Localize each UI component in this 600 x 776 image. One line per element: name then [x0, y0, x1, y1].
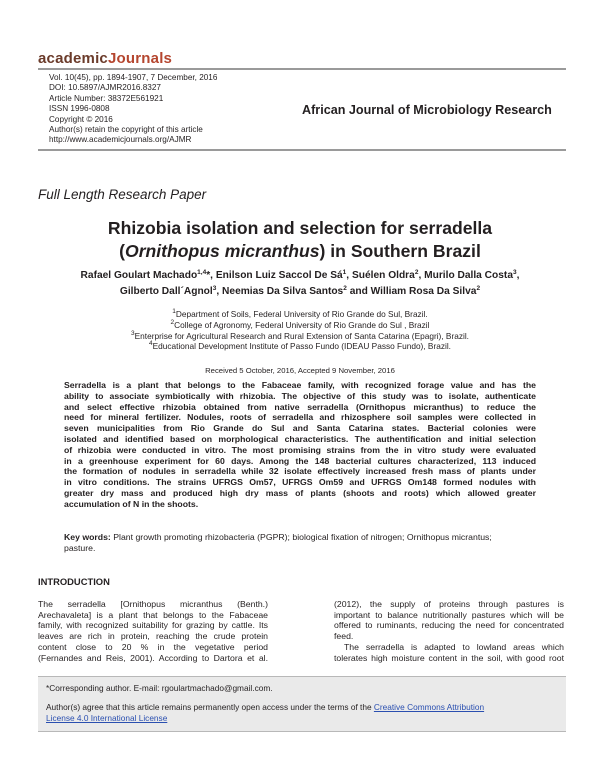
logo-part-journals: Journals: [107, 50, 173, 67]
author-name: Neemias Da Silva Santos: [222, 286, 344, 297]
title-paren-open: (: [119, 241, 126, 261]
body-line: important to balance nutritionally pastures which will be: [334, 609, 564, 620]
abstract-line: seven municipalities from Rio Grande do Sul and Santa Catarina states. Bacterial colonies were: [64, 423, 536, 434]
body-line: content close to 20 % in the vegetative period: [38, 641, 268, 652]
author-name: Murilo Dalla Costa: [424, 270, 513, 281]
paper-title-line2: [0, 241, 600, 262]
abstract-line: the formation of nodules in serradella while 32 isolate effectively increased fresh mass of plants under: [64, 466, 536, 477]
meta-url[interactable]: http://www.academicjournals.org/AJMR: [49, 135, 192, 145]
license-notice: [46, 702, 558, 724]
affiliation-sup: 1: [172, 308, 176, 315]
abstract-line: in vitro conditions. The strains UFRGS Om57, UFRGS Om59 and UFRGS Om148 formed nodules with: [64, 477, 536, 488]
received-accepted-dates: Received 5 October, 2016, Accepted 9 November, 2016: [205, 366, 395, 375]
author-sup: 1: [342, 269, 347, 276]
author-name: Rafael Goulart Machado: [80, 270, 198, 281]
logo-part-academic: academic: [38, 50, 108, 67]
author-sep: ,: [418, 270, 425, 281]
journal-name: African Journal of Microbiology Research: [302, 103, 552, 117]
header-bottom-rule: [38, 149, 566, 151]
footnote-box: [38, 676, 566, 732]
publisher-logo: [38, 50, 172, 67]
body-line: Arechavaleta] is a plant that belongs to the Fabaceae: [38, 609, 268, 620]
title-tail: ) in Southern Brazil: [319, 241, 481, 261]
keywords-line1: [64, 532, 536, 543]
abstract-line: Serradella is a plant that belongs to the Fabaceae family, with recognized forage value and has the: [64, 380, 536, 390]
affiliation-item: [0, 331, 600, 342]
abstract-line: and select effective rhizobia obtained from native serradella (Ornithopus micranthus) to reduce the: [64, 401, 536, 412]
license-link[interactable]: License 4.0 International License: [46, 712, 168, 723]
abstract: [64, 380, 536, 510]
corresponding-author: *Corresponding author. E-mail: rgoulartmachado@gmail.com.: [46, 683, 273, 693]
abstract-line: need for mineral fertilizer. Nodules, roots of serradella and rhizosphere soil samples were collected in: [64, 412, 536, 423]
author-sup: 3: [212, 285, 217, 292]
affiliation-sup: 3: [131, 329, 135, 337]
author-sup: 2: [414, 269, 419, 276]
affiliation-sup: 4: [148, 340, 153, 348]
license-line1: [46, 702, 558, 713]
author-name: William Rosa Da Silva: [370, 286, 477, 297]
author-name: Gilberto Dall´Agnol: [119, 286, 213, 297]
meta-doi: DOI: 10.5897/AJMR2016.8327: [49, 83, 161, 93]
license-line2: [46, 713, 558, 724]
author-sep: ,: [516, 270, 520, 281]
author-sup: 1,4: [197, 269, 207, 276]
title-species: Ornithopus micranthus: [125, 241, 320, 261]
keywords-label: Key words:: [64, 532, 111, 542]
body-line: (Fernandes and Reis, 2001). According to Dartora et al.: [38, 652, 268, 663]
header-top-rule: [38, 68, 566, 70]
meta-rights: Author(s) retain the copyright of this article: [49, 125, 203, 135]
body-line: (2012), the supply of proteins through pastures is: [334, 599, 564, 609]
author-sep: and: [346, 286, 371, 297]
authors-line1: [0, 270, 600, 281]
affiliation-item: [0, 341, 600, 352]
affiliation-item: [0, 320, 600, 331]
abstract-line: ability to associate symbiotically with rhizobia. The objective of this study was to isolate, authenticate: [64, 390, 536, 401]
authors-line2: [0, 286, 600, 297]
license-link[interactable]: Creative Commons Attribution: [373, 702, 485, 712]
abstract-line: isolated and identified based on morphological characteristics. The authentification and initial selection: [64, 433, 536, 444]
body-line: offered to ruminants, reducing the need for concentrated: [334, 620, 564, 631]
affiliation-item: [0, 309, 600, 320]
body-line: leaves are rich in protein, reaching the crude protein: [38, 631, 268, 642]
introduction-left-column: [38, 599, 268, 663]
author-sep: ,: [216, 286, 223, 297]
author-name: Suélen Oldra: [351, 270, 415, 281]
keywords: [64, 532, 536, 554]
abstract-line: in a greenhouse experiment for 60 days. Among the 148 bacterial cultures characterized, 113 induced: [64, 455, 536, 466]
abstract-line: greater dry mass and produced high dry mass of plants (shoots and roots) which allowed greater: [64, 487, 536, 498]
introduction-right-column: [334, 599, 564, 663]
abstract-line: of rhizobia were conducted in vitro. The most promising strains from the in vitro study were evaluated: [64, 444, 536, 455]
body-line: feed.: [334, 631, 354, 642]
meta-article-number: Article Number: 38372E561921: [49, 93, 164, 103]
abstract-line: accumulation of N in the shoots.: [64, 498, 199, 509]
affiliation-text: Educational Development Institute of Passo Fundo (IDEAU Passo Fundo), Brazil.: [152, 341, 451, 352]
paper-type: Full Length Research Paper: [38, 187, 207, 202]
keywords-text: Plant growth promoting rhizobacteria (PGPR); biological fixation of nitrogen; Ornithopus micrantus;: [113, 532, 492, 542]
author-sup: 2: [476, 285, 481, 292]
affiliation-text: Department of Soils, Federal University of Rio Grande do Sul, Brazil.: [175, 309, 428, 319]
author-sep: ,: [346, 270, 352, 281]
author-sup: 2: [343, 285, 347, 292]
paper-title-line1: Rhizobia isolation and selection for serradella: [107, 218, 493, 238]
affiliation-text: College of Agronomy, Federal University of Rio Grande do Sul , Brazil: [174, 319, 430, 330]
license-text: Author(s) agree that this article remains permanently open access under the terms of the: [46, 702, 374, 712]
author-name: Enilson Luiz Saccol De Sá: [215, 270, 343, 281]
author-sep: *,: [206, 270, 216, 281]
article-metadata: [49, 73, 217, 146]
meta-copyright: Copyright © 2016: [49, 114, 113, 124]
body-line: tolerates high moisture content in the soil, with good root: [334, 652, 564, 663]
body-line: The serradella is adapted to lowland areas which: [344, 641, 564, 652]
affiliations: [0, 309, 600, 352]
author-sup: 3: [512, 269, 517, 276]
body-line: The serradella [Ornithopus micranthus (Benth.): [38, 599, 268, 609]
affiliation-sup: 2: [170, 318, 175, 326]
meta-volume: Vol. 10(45), pp. 1894-1907, 7 December, 2016: [49, 73, 218, 82]
affiliation-text: Enterprise for Agricultural Research and Rural Extension of Santa Catarina (Epagri), Brazil.: [134, 330, 469, 341]
keywords-line2: pasture.: [64, 542, 96, 553]
body-line: family, with recognized suitability for grazing by cattle. Its: [38, 620, 268, 631]
introduction-heading: INTRODUCTION: [38, 576, 110, 587]
meta-issn: ISSN 1996-0808: [49, 104, 110, 114]
